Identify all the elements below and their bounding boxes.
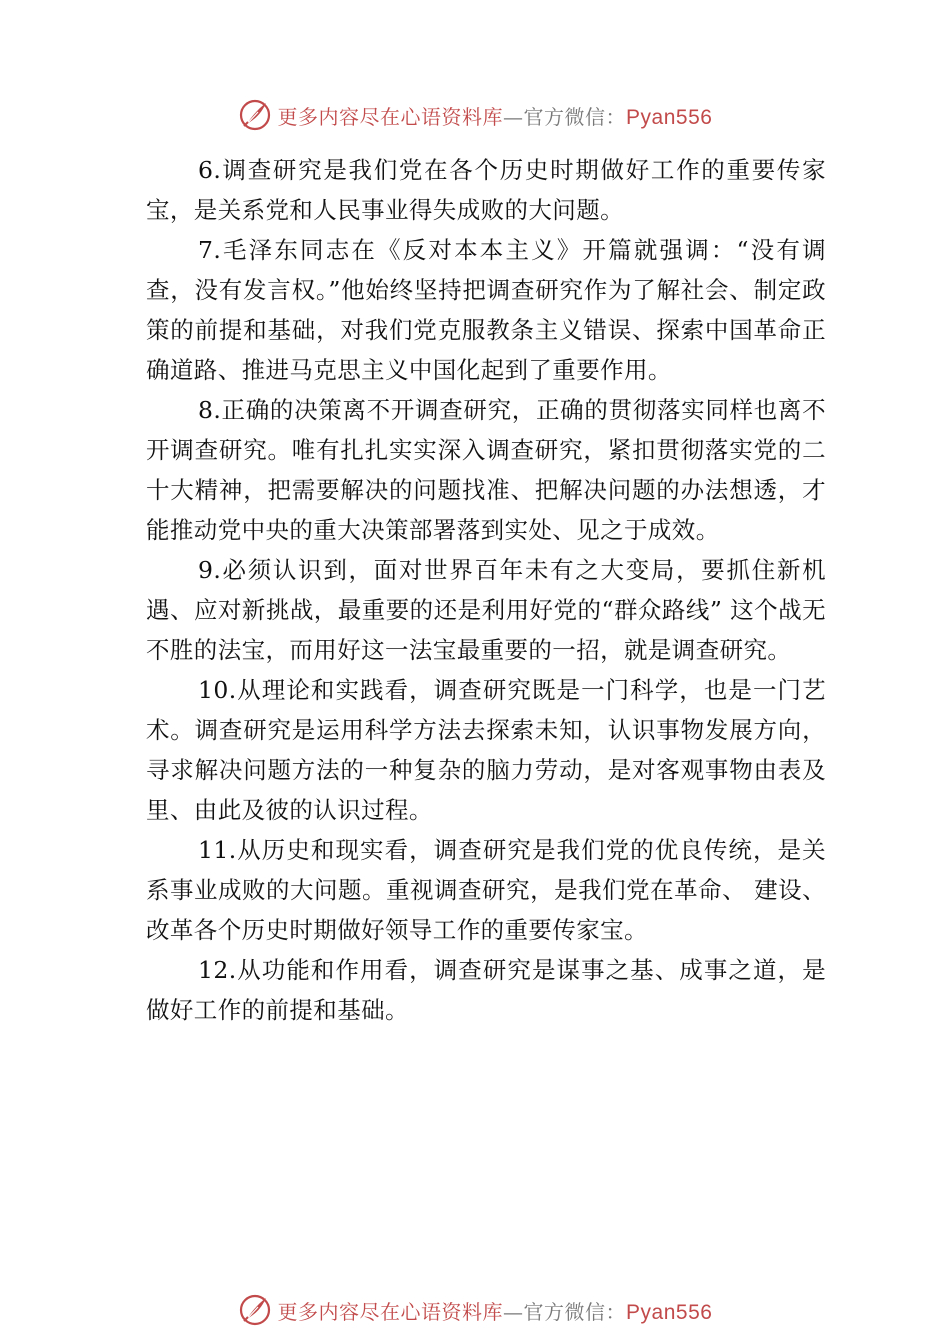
footer-red-text: 更多内容尽在心语资料库 (277, 1299, 504, 1324)
feather-pen-logo-icon (238, 98, 272, 132)
header-banner (0, 95, 950, 135)
paragraph-6: 6.调查研究是我们党在各个历史时期做好工作的重要传家宝，是关系党和人民事业得失成败的大问题。 (146, 156, 826, 224)
document-body (146, 150, 826, 1030)
paragraph-12: 12.从功能和作用看，调查研究是谋事之基、成事之道，是做好工作的前提和基础。 (146, 956, 826, 1024)
paragraph-9: 9.必须认识到，面对世界百年未有之大变局，要抓住新机遇、应对新挑战，最重要的还是利用好党的“群众路线” 这个战无不胜的法宝，而用好这一法宝最重要的一招，就是调查研究。 (146, 556, 826, 664)
header-gray-text: —官方微信： (503, 104, 627, 129)
paragraph-7: 7.毛泽东同志在《反对本本主义》开篇就强调：“没有调查，没有发言权。”他始终坚持把调查研究作为了解社会、制定政策的前提和基础，对我们党克服教条主义错误、探索中国革命正确道路、推进马克思主义中国化起到了重要作用。 (146, 236, 826, 384)
footer-banner (0, 1290, 950, 1330)
header-text (278, 101, 713, 130)
footer-text (278, 1296, 713, 1325)
paragraph-11: 11.从历史和现实看，调查研究是我们党的优良传统，是关系事业成败的大问题。重视调查研究，是我们党在革命、 建设、改革各个历史时期做好领导工作的重要传家宝。 (146, 836, 826, 944)
feather-pen-logo-icon (238, 1293, 272, 1327)
paragraph-10: 10.从理论和实践看，调查研究既是一门科学，也是一门艺术。调查研究是运用科学方法去探索未知，认识事物发展方向，寻求解决问题方法的一种复杂的脑力劳动，是对客观事物由表及里、由此及彼的认识过程。 (146, 676, 826, 824)
footer-wechat-id: Pyan556 (626, 1300, 713, 1324)
paragraph-8: 8.正确的决策离不开调查研究，正确的贯彻落实同样也离不开调查研究。唯有扎扎实实深入调查研究，紧扣贯彻落实党的二十大精神，把需要解决的问题找准、把解决问题的办法想透，才能推动党中央的重大决策部署落到实处、见之于成效。 (146, 396, 826, 544)
header-red-text: 更多内容尽在心语资料库 (277, 104, 504, 129)
header-wechat-id: Pyan556 (626, 105, 713, 129)
footer-gray-text: —官方微信： (503, 1299, 627, 1324)
